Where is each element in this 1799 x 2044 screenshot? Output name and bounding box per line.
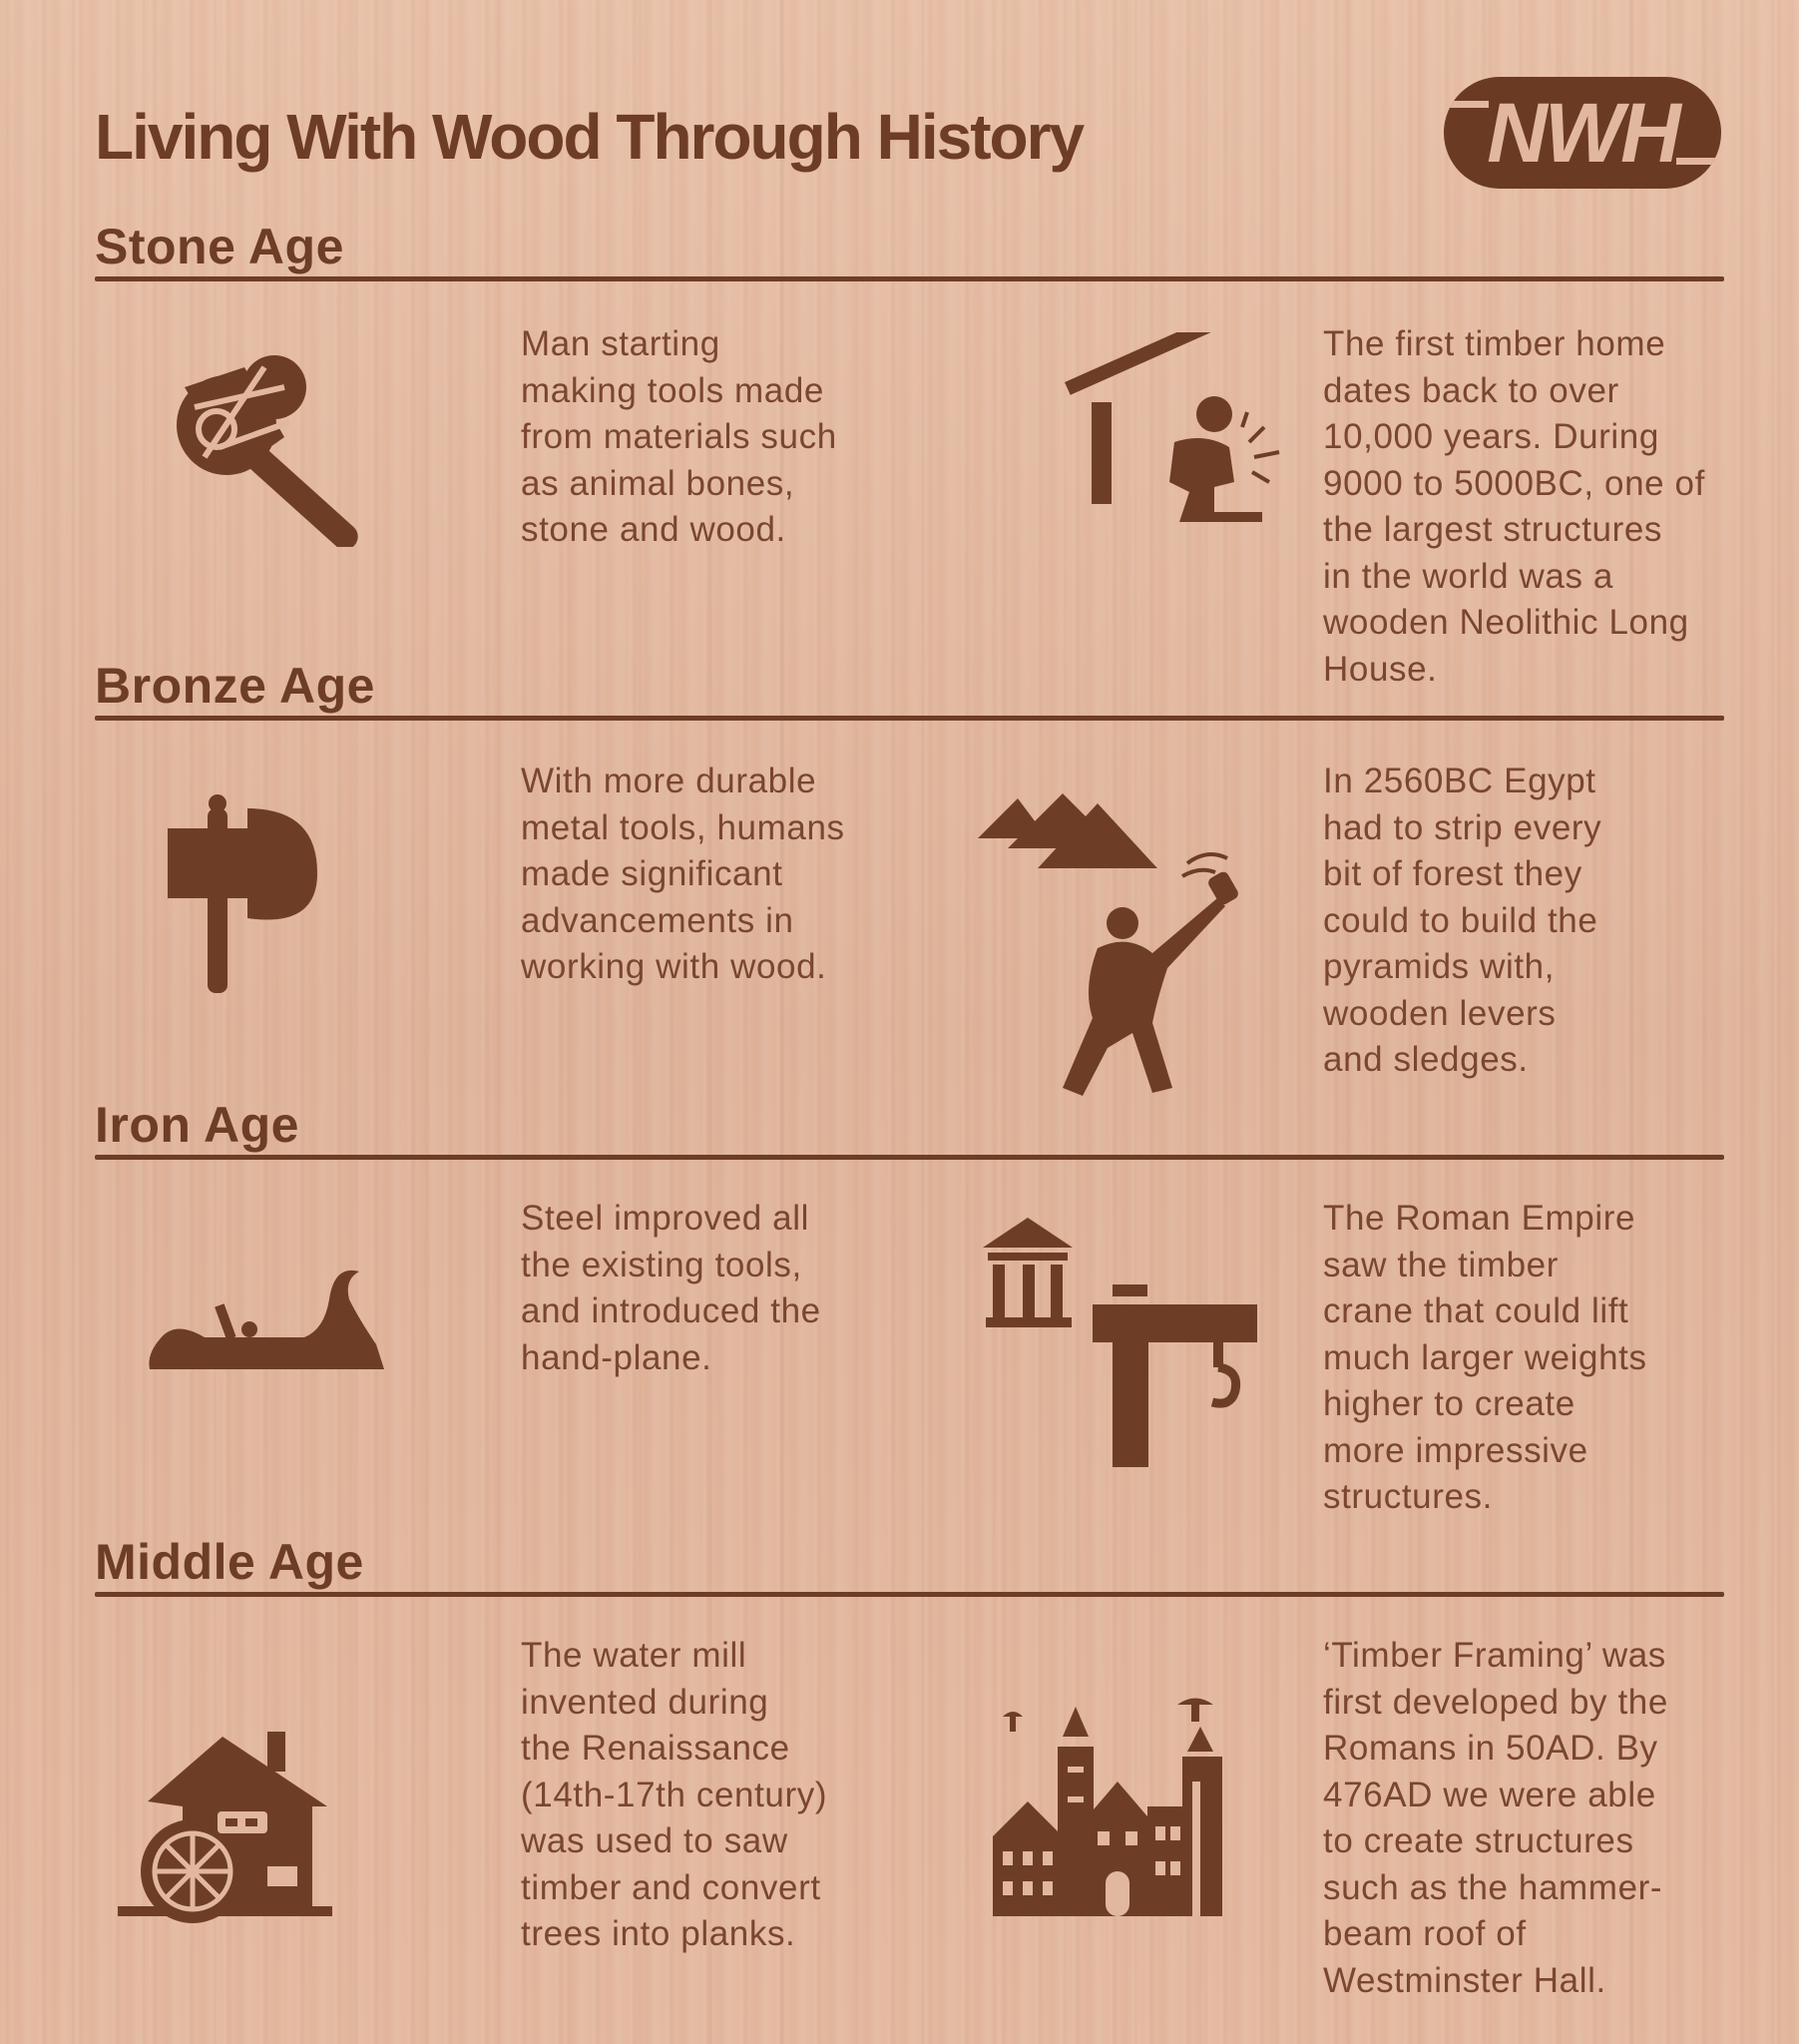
middle-age-water-mill-text: The water mill invented during the Renaissance (14th-17th century) was used to saw timber and convert trees into planks.	[521, 1636, 828, 1953]
iron-age-roman-crane-text: The Roman Empire saw the timber crane that could lift much larger weights higher to create more impressive structures.	[1323, 1199, 1647, 1516]
timber-framed-town-icon	[988, 1687, 1237, 1916]
section-divider	[95, 1155, 1724, 1160]
page-title: Living With Wood Through History	[95, 101, 1084, 173]
bronze-age-pyramids-text: In 2560BC Egypt had to strip every bit of forest they could to build the pyramids with, wooden levers and sledges.	[1323, 762, 1602, 1079]
hand-plane-icon	[145, 1260, 389, 1379]
logo-text: NWH	[1487, 86, 1678, 180]
axe-icon	[168, 788, 327, 998]
section-divider	[95, 716, 1724, 721]
nwh-logo	[1444, 77, 1721, 189]
section-title-stone-age: Stone Age	[95, 219, 344, 274]
water-mill-icon	[118, 1727, 337, 1936]
stone-hammer-icon	[165, 347, 394, 547]
roman-crane-icon	[978, 1213, 1282, 1472]
section-divider	[95, 1592, 1724, 1597]
pyramids-worker-icon	[978, 788, 1277, 1108]
section-divider	[95, 276, 1724, 281]
iron-age-tools-text: Steel improved all the existing tools, and introduced the hand-plane.	[521, 1199, 821, 1377]
section-title-iron-age: Iron Age	[95, 1097, 299, 1153]
middle-age-timber-framing-text: ‘Timber Framing’ was first developed by the Romans in 50AD. By 476AD we were able to create structures such as the hammer- beam roof of Westminster Hall.	[1323, 1636, 1668, 2000]
section-title-bronze-age: Bronze Age	[95, 658, 375, 714]
timber-shelter-builder-icon	[1065, 332, 1284, 532]
bronze-age-tools-text: With more durable metal tools, humans made significant advancements in working with wood.	[521, 762, 845, 986]
section-title-middle-age: Middle Age	[95, 1534, 364, 1590]
stone-age-tools-text: Man starting making tools made from materials such as animal bones, stone and wood.	[521, 324, 837, 549]
stone-age-timber-home-text: The first timber home dates back to over 10,000 years. During 9000 to 5000BC, one of the largest structures in the world was a wooden Neolithic Long House.	[1323, 324, 1705, 689]
